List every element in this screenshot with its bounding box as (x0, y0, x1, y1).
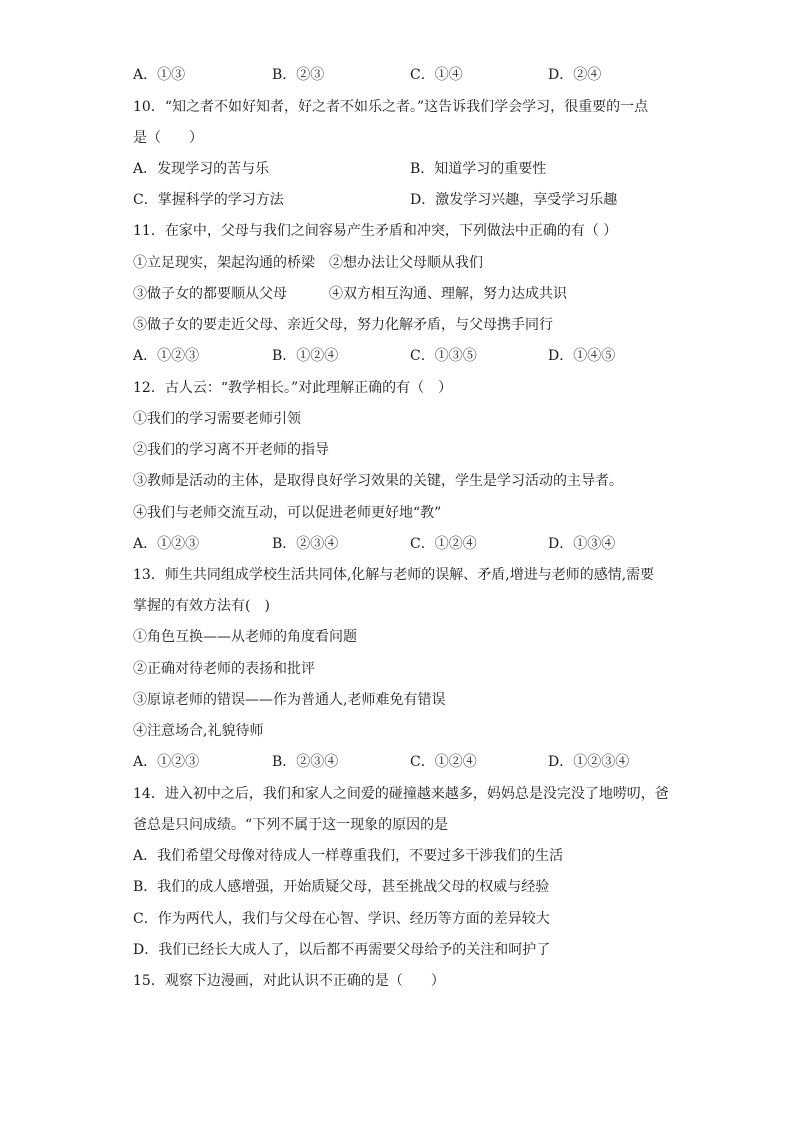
q13-option-b: B．②③④ (272, 754, 339, 770)
q14-option-a: A．我们希望父母像对待成人一样尊重我们，不要过多干涉我们的生活 (133, 848, 564, 864)
q9-option-a: A．①③ (133, 67, 186, 83)
q10-option-c: C．掌握科学的学习方法 (133, 192, 284, 208)
q14-stem-line2: 爸总是只问成绩。“下列不属于这一现象的原因的是 (133, 817, 449, 833)
q14-stem-line1: 14．进入初中之后，我们和家人之间爱的碰撞越来越多，妈妈总是没完没了地唠叨，爸 (133, 786, 669, 802)
q13-option-c: C．①②④ (410, 754, 477, 770)
q13-item: ③原谅老师的错误——作为普通人,老师难免有错误 (133, 692, 446, 708)
q9-option-b: B．②③ (272, 67, 325, 83)
q12-option-d: D．①③④ (548, 536, 616, 552)
q12-option-b: B．②③④ (272, 536, 339, 552)
q9-option-d: D．②④ (548, 67, 602, 83)
q11-options (133, 347, 653, 365)
q13-options (133, 753, 653, 771)
q12-options (133, 535, 653, 553)
q11-option-a: A．①②③ (133, 348, 200, 364)
q14-option-b: B．我们的成人感增强，开始质疑父母，甚至挑战父母的权威与经验 (133, 879, 550, 895)
q11-item-line2: ③做子女的都要顺从父母 ④双方相互沟通、理解，努力达成共识 (133, 286, 567, 302)
q15-stem: 15．观察下边漫画，对此认识不正确的是（ ） (133, 973, 445, 989)
q10-option-d: D．激发学习兴趣，享受学习乐趣 (410, 192, 618, 208)
q14-option-d: D．我们已经长大成人了，以后都不再需要父母给予的关注和呵护了 (133, 942, 551, 958)
q13-item: ④注意场合,礼貌待师 (133, 723, 264, 739)
q12-item: ③教师是活动的主体，是取得良好学习效果的关键，学生是学习活动的主导者。 (133, 473, 623, 489)
q10-stem-line1: 10．“知之者不如好知者，好之者不如乐之者。”这告诉我们学会学习，很重要的一点 (133, 99, 649, 115)
q14-option-c: C．作为两代人，我们与父母在心智、学识、经历等方面的差异较大 (133, 911, 550, 927)
q13-item: ①角色互换——从老师的角度看问题 (133, 629, 357, 645)
q9-option-c: C．①④ (410, 67, 463, 83)
q12-item: ④我们与老师交流互动，可以促进老师更好地“教” (133, 505, 442, 521)
q9-options (133, 66, 653, 84)
q12-stem: 12．古人云：“教学相长。”对此理解正确的有（ ） (133, 380, 453, 396)
q12-option-c: C．①②④ (410, 536, 477, 552)
q13-option-a: A．①②③ (133, 754, 200, 770)
q10-option-a: A．发现学习的苦与乐 (133, 161, 270, 177)
q11-option-b: B．①②④ (272, 348, 339, 364)
q11-item-line3: ⑤做子女的要走近父母、亲近父母，努力化解矛盾，与父母携手同行 (133, 317, 553, 333)
q13-stem-line2: 掌握的有效方法有( ) (133, 598, 270, 614)
q12-option-a: A．①②③ (133, 536, 200, 552)
q10-option-b: B．知道学习的重要性 (410, 161, 547, 177)
q11-item-line1: ①立足现实，架起沟通的桥梁 ②想办法让父母顺从我们 (133, 255, 483, 271)
q10-options-row2 (133, 191, 653, 209)
q10-options-row1 (133, 160, 653, 178)
q13-stem-line1: 13．师生共同组成学校生活共同体,化解与老师的误解、矛盾,增进与老师的感情,需要 (133, 567, 655, 583)
q13-option-d: D．①②③④ (548, 754, 630, 770)
q12-item: ①我们的学习需要老师引领 (133, 411, 301, 427)
q11-stem: 11．在家中，父母与我们之间容易产生矛盾和冲突，下列做法中正确的有（ ） (133, 223, 618, 239)
q11-option-d: D．①④⑤ (548, 348, 616, 364)
q13-item: ②正确对待老师的表扬和批评 (133, 661, 315, 677)
q11-option-c: C．①③⑤ (410, 348, 477, 364)
q12-item: ②我们的学习离不开老师的指导 (133, 442, 329, 458)
q10-stem-line2: 是（ ） (133, 130, 203, 146)
